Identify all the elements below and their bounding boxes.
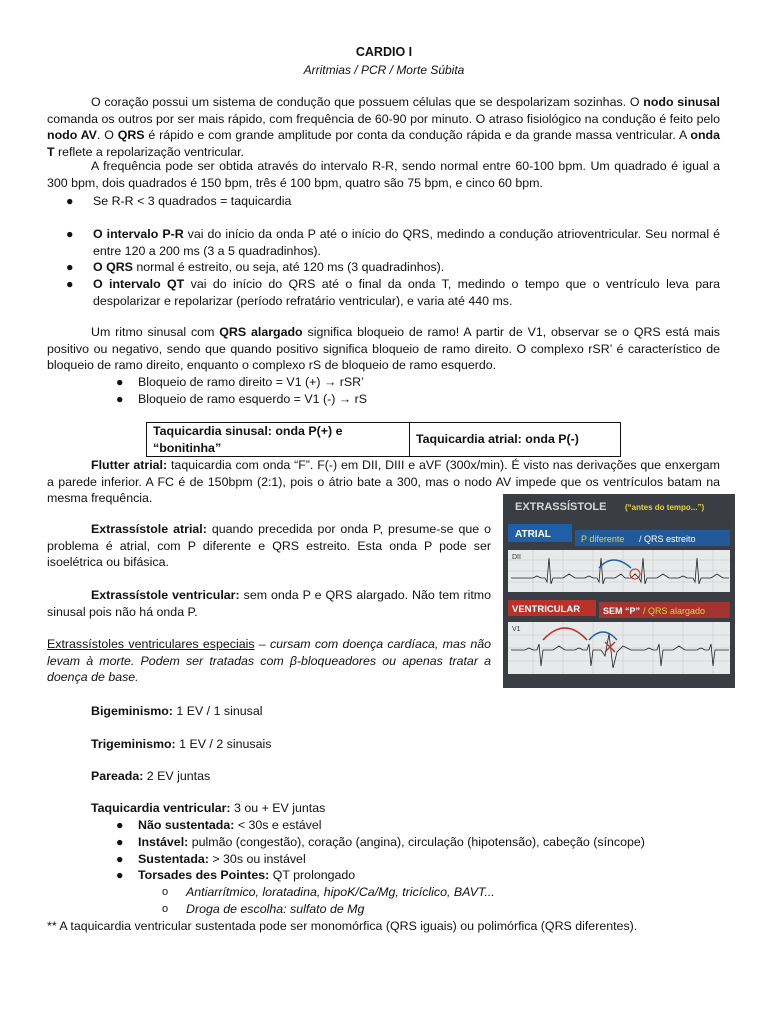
table-row	[147, 423, 621, 457]
term-nodo-av: nodo AV	[47, 128, 97, 143]
sub-list-item-text: Antiarrítmico, loratadina, hipoK/Ca/Mg, tricíclico, BAVT...	[186, 885, 495, 899]
atrial-desc: / QRS estreito	[639, 534, 696, 544]
text-run: – cursam com doença cardíaca, mas não levam à morte. Podem ser tratadas com β-bloqueadores ou apenas tratar a doença de base.	[47, 637, 491, 685]
list-item-text: pulmão (congestão), coração (angina), circulação (hipotensão), cabeção (síncope)	[188, 835, 645, 849]
ventricular-desc-highlight: SEM “P”	[603, 606, 641, 616]
term-taquicardia-ventricular: Taquicardia ventricular:	[91, 801, 231, 815]
term-qrs-alargado: QRS alargado	[219, 325, 303, 339]
circle-bullet-icon: o	[162, 903, 169, 915]
term-extrassistole-atrial: Extrassístole atrial:	[91, 522, 207, 536]
list-item	[66, 226, 720, 260]
atrial-desc-highlight: P diferente	[581, 534, 625, 544]
list-item-text: normal é estreito, ou seja, até 120 ms (3 quadradinhos).	[132, 260, 445, 274]
bullet-icon: ●	[66, 277, 74, 291]
list-item	[116, 391, 676, 408]
term-intervalo-qt: O intervalo QT	[93, 277, 185, 291]
text-run: significa bloqueio de ramo! A partir de V1, observar se o QRS está mais positivo ou negativo, sendo que quando positivo significa bloqueio de ramo direito. O complexo rSR’ é característico de bloqueio de ramo direito, enquanto o complexo rS de bloqueio de ramo esquerdo.	[47, 325, 721, 373]
term-qrs: O QRS	[93, 260, 133, 274]
bullet-icon: ●	[116, 818, 124, 832]
page-title: CARDIO I	[355, 45, 413, 59]
text-run: sem onda P e QRS alargado. Não tem ritmo sinusal pois não há onda P.	[47, 588, 491, 619]
list-item-text: Se R-R < 3 quadrados = taquicardia	[93, 194, 292, 208]
list-item-text: Bloqueio de ramo esquerdo = V1 (-) → rS	[138, 392, 367, 406]
text-run: 3 ou + EV juntas	[230, 801, 326, 815]
term-extrassistole-ventricular: Extrassístole ventricular:	[91, 588, 240, 602]
list-item-text: vai do início do QRS até o final da onda T, medindo o tempo que o ventrículo leva para despolarizar e repolarizar (período refratário ventricular), e varia até 440 ms.	[93, 277, 720, 308]
text-run: O coração possui um sistema de condução que possuem células que se despolarizam sozinhas. O	[91, 95, 644, 109]
bullet-icon: ●	[66, 227, 74, 241]
list-item-label: Sustentada:	[138, 852, 209, 866]
branch-block-paragraph	[47, 324, 720, 374]
bullet-icon: ●	[116, 392, 124, 406]
slide-subtitle: (“antes do tempo...”)	[625, 503, 705, 512]
atrial-label: ATRIAL	[515, 529, 551, 540]
text-run: comanda os outros por ser mais rápido, com frequência de 60-90 por minuto. O atraso fisiológico na condução é feito pelo	[47, 111, 720, 126]
list-item-text: QT prolongado	[269, 868, 356, 882]
sub-list-item	[162, 901, 720, 918]
text-run: Um ritmo sinusal com	[91, 325, 220, 339]
bullet-icon: ●	[116, 852, 124, 866]
table-cell: Taquicardia sinusal: onda P(+) e “bonitinha”	[147, 423, 410, 457]
atrial-extrasystole-paragraph	[47, 521, 491, 571]
list-item	[116, 851, 720, 868]
term-nodo-sinusal: nodo sinusal	[643, 95, 720, 109]
pattern-label: Bigeminismo:	[91, 704, 173, 718]
text-run: é rápido e com grande amplitude por conta da condução rápida e da grande massa ventricular. A	[144, 128, 691, 143]
ventricular-desc: / QRS alargado	[643, 606, 706, 616]
ventricular-extrasystole-paragraph	[47, 587, 491, 620]
list-item	[66, 193, 720, 210]
term-intervalo-pr: O intervalo P-R	[93, 227, 184, 241]
list-item-text: > 30s ou instável	[208, 852, 306, 866]
pattern-text: 1 EV / 1 sinusal	[172, 704, 263, 718]
tachycardia-table	[146, 422, 621, 457]
sub-list-item-text: Droga de escolha: sulfato de Mg	[186, 902, 365, 916]
list-item	[116, 817, 720, 834]
vt-heading	[91, 800, 325, 817]
pattern-pareada	[91, 768, 210, 785]
ventricular-label: VENTRICULAR	[512, 604, 581, 615]
term-qrs: QRS	[117, 128, 145, 143]
term-onda-t: onda T	[47, 128, 720, 159]
bullet-icon: ●	[116, 835, 124, 849]
extrasystole-slide-image	[503, 494, 735, 688]
pattern-bigeminismo	[91, 703, 262, 720]
list-item-label: Instável:	[138, 835, 189, 849]
text-run: . O	[96, 128, 118, 143]
text-run: quando precedida por onda P, presume-se que o problema é atrial, com P diferente e QRS estreito. Esta onda P pode ser isoelétrica ou bifásica.	[47, 522, 491, 570]
list-item	[116, 867, 720, 884]
bullet-icon: ●	[66, 194, 74, 208]
intro-paragraph-2: A frequência pode ser obtida através do intervalo R-R, sendo normal entre 60-100 bpm. Um quadrado é igual a 300 bpm, dois quadrados é 150 bpm, três é 100 bpm, quatro são 75 bpm, e cinco 60 bpm.	[47, 159, 720, 190]
bullet-icon: ●	[116, 868, 124, 882]
list-item-text: vai do início da onda P até o início do QRS, medindo a condução atrioventricular. Seu normal é entre 120 a 200 ms (3 a 5 quadradinhos).	[93, 227, 720, 258]
pattern-label: Pareada:	[91, 769, 144, 783]
intro-paragraph-1	[47, 94, 720, 160]
pattern-text: 2 EV juntas	[143, 769, 211, 783]
term-flutter-atrial: Flutter atrial:	[91, 458, 168, 472]
list-item-text: < 30s e estável	[234, 818, 322, 832]
special-extrasystoles-paragraph	[47, 636, 491, 686]
vt-footnote: ** A taquicardia ventricular sustentada pode ser monomórfica (QRS iguais) ou polimórfica (QRS diferentes).	[47, 919, 638, 933]
pattern-label: Trigeminismo:	[91, 737, 176, 751]
list-item	[66, 259, 720, 276]
list-item	[116, 374, 676, 391]
lead-label-v1: V1	[512, 626, 521, 633]
slide-title: EXTRASSÍSTOLE	[515, 501, 607, 513]
circle-bullet-icon: o	[162, 886, 169, 898]
page-subtitle: Arritmias / PCR / Morte Súbita	[303, 63, 465, 77]
bullet-icon: ●	[116, 375, 124, 389]
pattern-text: 1 EV / 2 sinusais	[175, 737, 272, 751]
list-item-label: Não sustentada:	[138, 818, 235, 832]
table-cell: Taquicardia atrial: onda P(-)	[410, 423, 621, 457]
text-run: reflete a repolarização ventricular.	[54, 144, 244, 159]
list-item	[66, 276, 720, 310]
lead-label-dii: DII	[512, 554, 521, 561]
bullet-icon: ●	[66, 260, 74, 274]
list-item-label: Torsades des Pointes:	[138, 868, 270, 882]
pattern-trigeminismo	[91, 736, 271, 753]
sub-list-item	[162, 884, 720, 901]
list-item-text: Bloqueio de ramo direito = V1 (+) → rSR’	[138, 375, 364, 389]
list-item	[116, 834, 720, 851]
special-title: Extrassístoles ventriculares especiais	[47, 637, 255, 651]
text-run: taquicardia com onda “F”. F(-) em DII, DIII e aVF (300x/min). É visto nas derivações que enxergam a parede inferior. A FC é de 150bpm (2:1), pois o átrio bate a 300, mas o nodo AV impede que os ventrículos batam na mesma frequência.	[47, 458, 720, 506]
